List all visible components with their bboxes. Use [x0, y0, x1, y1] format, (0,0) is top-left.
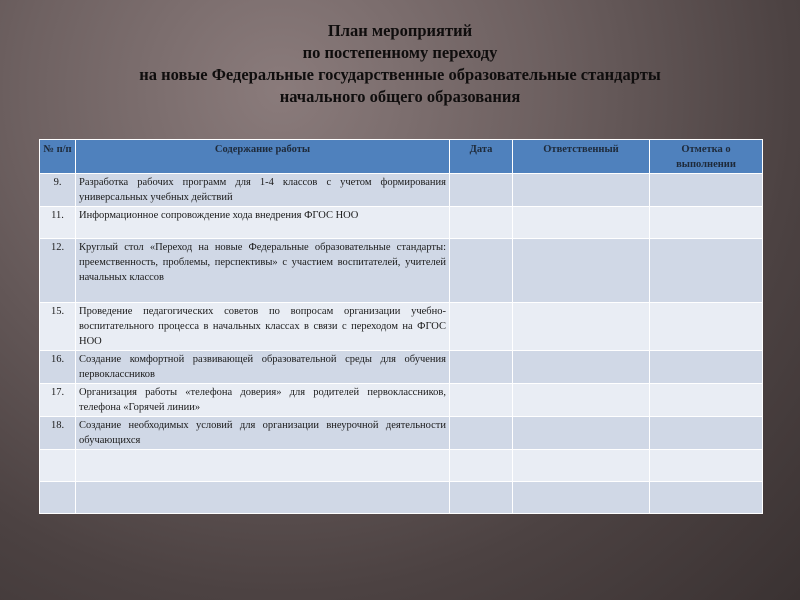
- cell-work: [76, 450, 450, 482]
- table-row: [40, 303, 763, 351]
- cell-responsible: [513, 482, 650, 514]
- table-row: [40, 351, 763, 384]
- cell-date: [450, 450, 513, 482]
- cell-work: Круглый стол «Переход на новые Федеральные образовательные стандарты: преемственность, проблемы, перспективы» с участием воспитателей, учителей начальных классов: [76, 239, 450, 303]
- table-body: [40, 174, 763, 514]
- cell-work: Проведение педагогических советов по вопросам организации учебно-воспитательного процесса в начальных классах в связи с переходом на ФГОС НОО: [76, 303, 450, 351]
- cell-work: Создание комфортной развивающей образовательной среды для обучения первоклассников: [76, 351, 450, 384]
- header-mark: Отметка о выполнении: [650, 140, 763, 174]
- cell-num: 17.: [40, 384, 76, 417]
- title-line-2: по постепенному переходу: [302, 43, 498, 62]
- cell-mark: [650, 417, 763, 450]
- table-row: [40, 384, 763, 417]
- cell-mark: [650, 450, 763, 482]
- table-row: [40, 174, 763, 207]
- header-num: № п/п: [40, 140, 76, 174]
- title-line-3: на новые Федеральные государственные образовательные стандарты: [139, 65, 661, 84]
- cell-num: 12.: [40, 239, 76, 303]
- cell-responsible: [513, 207, 650, 239]
- cell-responsible: [513, 384, 650, 417]
- header-date: Дата: [450, 140, 513, 174]
- cell-num: 9.: [40, 174, 76, 207]
- cell-date: [450, 239, 513, 303]
- cell-mark: [650, 303, 763, 351]
- cell-num: 15.: [40, 303, 76, 351]
- table-header-row: [40, 140, 763, 174]
- cell-mark: [650, 351, 763, 384]
- cell-date: [450, 207, 513, 239]
- cell-work: Разработка рабочих программ для 1-4 классов с учетом формирования универсальных учебных действий: [76, 174, 450, 207]
- table-row: [40, 239, 763, 303]
- slide-title: [40, 20, 760, 108]
- table-row: [40, 450, 763, 482]
- cell-date: [450, 482, 513, 514]
- cell-responsible: [513, 450, 650, 482]
- cell-date: [450, 384, 513, 417]
- cell-responsible: [513, 239, 650, 303]
- cell-date: [450, 417, 513, 450]
- header-responsible: Ответственный: [513, 140, 650, 174]
- cell-work: Создание необходимых условий для организации внеурочной деятельности обучающихся: [76, 417, 450, 450]
- cell-date: [450, 351, 513, 384]
- table-row: [40, 482, 763, 514]
- table-row: [40, 207, 763, 239]
- cell-mark: [650, 384, 763, 417]
- title-line-1: План мероприятий: [327, 21, 473, 40]
- cell-responsible: [513, 417, 650, 450]
- cell-responsible: [513, 351, 650, 384]
- cell-num: [40, 450, 76, 482]
- cell-responsible: [513, 303, 650, 351]
- table-row: [40, 417, 763, 450]
- cell-date: [450, 174, 513, 207]
- cell-work: [76, 482, 450, 514]
- cell-date: [450, 303, 513, 351]
- cell-work: Информационное сопровождение хода внедрения ФГОС НОО: [76, 207, 450, 239]
- cell-mark: [650, 239, 763, 303]
- plan-table: [39, 139, 763, 514]
- cell-num: 16.: [40, 351, 76, 384]
- cell-num: 18.: [40, 417, 76, 450]
- cell-num: 11.: [40, 207, 76, 239]
- cell-mark: [650, 174, 763, 207]
- cell-mark: [650, 482, 763, 514]
- cell-responsible: [513, 174, 650, 207]
- header-work: Содержание работы: [76, 140, 450, 174]
- cell-work: Организация работы «телефона доверия» для родителей первоклассников, телефона «Горячей линии»: [76, 384, 450, 417]
- title-line-4: начального общего образования: [279, 87, 521, 106]
- cell-num: [40, 482, 76, 514]
- cell-mark: [650, 207, 763, 239]
